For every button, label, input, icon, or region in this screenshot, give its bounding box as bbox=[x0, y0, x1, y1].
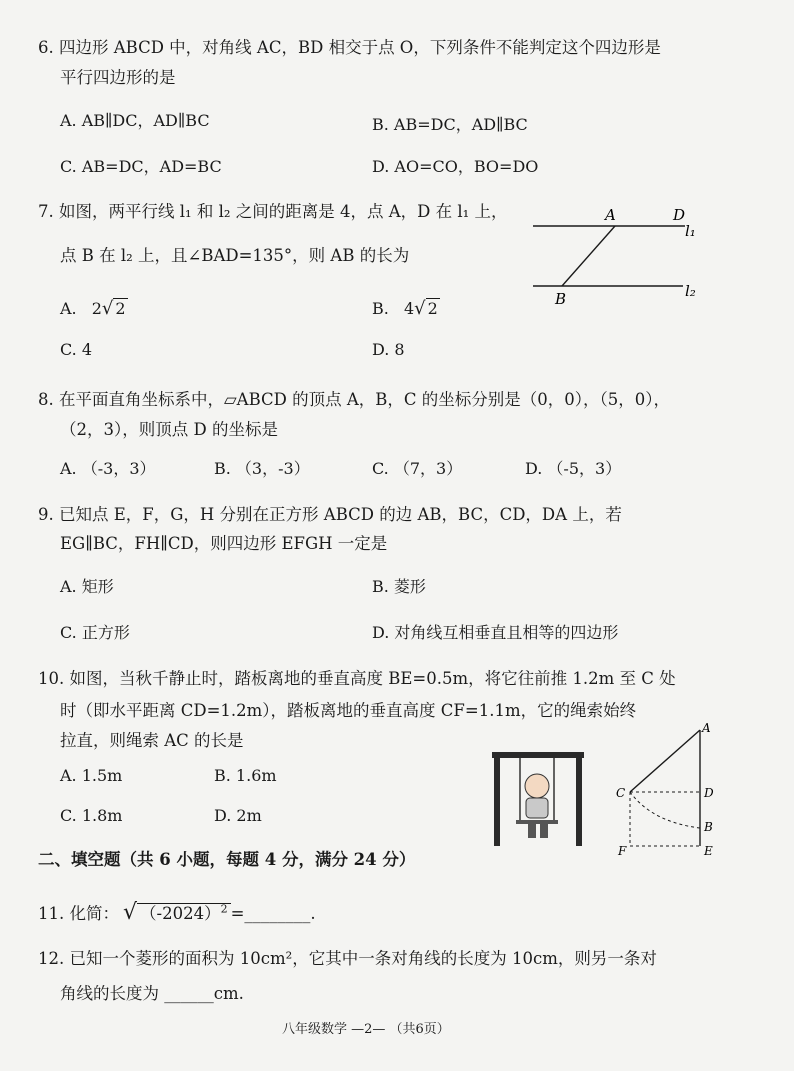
q8-option-c: C. （7，3） bbox=[372, 459, 463, 478]
q6-stem-line1: 6. 四边形 ABCD 中，对角线 AC，BD 相交于点 O，下列条件不能判定这个四边形是 bbox=[38, 38, 661, 57]
q7-option-a-coef: 2 bbox=[91, 299, 102, 318]
q7-parallel-lines-figure bbox=[525, 200, 715, 310]
q10-stem-line3: 拉直，则绳索 AC 的长是 bbox=[60, 731, 244, 750]
q7-stem-line1: 7. 如图，两平行线 l₁ 和 l₂ 之间的距离是 4，点 A，D 在 l₁ 上， bbox=[38, 202, 508, 221]
q7-option-c: C. 4 bbox=[60, 340, 93, 359]
q10-stem-line2: 时（即水平距离 CD=1.2m），踏板离地的垂直高度 CF=1.1m，它的绳索始终 bbox=[60, 701, 637, 720]
sqrt-icon: √ bbox=[123, 900, 138, 925]
q9-option-c: C. 正方形 bbox=[60, 623, 130, 642]
q7-option-a-label: A. bbox=[60, 299, 77, 318]
child-leg-left-icon bbox=[528, 824, 536, 838]
q8-stem-line2: （2，3），则顶点 D 的坐标是 bbox=[60, 420, 278, 439]
q11-suffix: =________. bbox=[230, 904, 316, 923]
q11-prefix: 11. 化简： bbox=[38, 904, 119, 923]
q9-stem-line1: 9. 已知点 E，F，G，H 分别在正方形 ABCD 的边 AB，BC，CD，DA 上，若 bbox=[38, 505, 622, 524]
child-body-icon bbox=[526, 798, 548, 818]
point-b-label: B bbox=[704, 820, 713, 834]
child-head-icon bbox=[525, 774, 549, 798]
point-e-label: E bbox=[704, 844, 713, 858]
q10-option-c: C. 1.8m bbox=[60, 806, 123, 825]
point-f-label: F bbox=[618, 844, 627, 858]
q10-option-a: A. 1.5m bbox=[60, 766, 123, 785]
q9-option-b: B. 菱形 bbox=[372, 577, 426, 596]
q6-option-b: B. AB=DC，AD∥BC bbox=[372, 115, 528, 134]
point-d-label: D bbox=[704, 786, 714, 800]
point-b-label: B bbox=[555, 290, 567, 308]
q6-option-c: C. AB=DC，AD=BC bbox=[60, 157, 222, 176]
q9-option-a: A. 矩形 bbox=[60, 577, 114, 596]
q7-option-b-radicand: 2 bbox=[427, 299, 438, 318]
q7-option-b-coef: 4 bbox=[403, 299, 415, 318]
section-2-heading: 二、填空题（共 6 小题，每题 4 分，满分 24 分） bbox=[38, 850, 416, 869]
q9-option-d: D. 对角线互相垂直且相等的四边形 bbox=[372, 623, 619, 642]
line-l2-label: l₂ bbox=[685, 282, 696, 300]
q7-option-b bbox=[372, 298, 440, 319]
page-footer: 八年级数学 —2— （共6页） bbox=[282, 1022, 450, 1037]
q7-option-d: D. 8 bbox=[372, 340, 405, 359]
sqrt-icon: √ bbox=[101, 298, 114, 319]
point-d-label: D bbox=[673, 206, 686, 224]
q8-stem-line1: 8. 在平面直角坐标系中，▱ABCD 的顶点 A，B，C 的坐标分别是（0，0），（5，0）， bbox=[38, 390, 671, 409]
rope-ac bbox=[630, 730, 700, 792]
q6-stem-line2: 平行四边形的是 bbox=[60, 68, 176, 87]
q10-stem-line1: 10. 如图，当秋千静止时，踏板离地的垂直高度 BE=0.5m，将它往前推 1.2m 至 C 处 bbox=[38, 669, 676, 688]
q9-stem-line2: EG∥BC，FH∥CD，则四边形 EFGH 一定是 bbox=[60, 534, 388, 553]
swing-left-post bbox=[494, 756, 500, 846]
point-c-label: C bbox=[616, 786, 626, 800]
line-l1-label: l₁ bbox=[685, 222, 696, 240]
swing-arc bbox=[630, 792, 700, 828]
q11-exponent: 2 bbox=[220, 902, 228, 916]
q7-stem-line2: 点 B 在 l₂ 上，且∠BAD=135°，则 AB 的长为 bbox=[60, 246, 410, 265]
child-leg-right-icon bbox=[540, 824, 548, 838]
q11-radicand-base: （-2024） bbox=[140, 904, 221, 923]
q7-option-b-label: B. bbox=[372, 299, 389, 318]
q10-swing-geometry-figure bbox=[612, 718, 732, 863]
q8-option-a: A. （-3，3） bbox=[60, 459, 156, 478]
swing-right-post bbox=[576, 756, 582, 846]
swing-seat bbox=[516, 820, 558, 824]
q6-option-d: D. AO=CO，BO=DO bbox=[372, 157, 539, 176]
segment-ab bbox=[562, 226, 615, 286]
q10-option-b: B. 1.6m bbox=[214, 766, 277, 785]
q11-stem bbox=[38, 900, 316, 925]
swing-top-beam bbox=[492, 752, 584, 758]
q12-stem-line2: 角线的长度为 ______cm. bbox=[60, 984, 244, 1003]
q7-option-a-radicand: 2 bbox=[115, 299, 126, 318]
q7-option-a bbox=[60, 298, 128, 319]
q10-option-d: D. 2m bbox=[214, 806, 262, 825]
q11-radicand bbox=[137, 903, 231, 923]
q8-option-b: B. （3，-3） bbox=[214, 459, 310, 478]
q12-stem-line1: 12. 已知一个菱形的面积为 10cm²，它其中一条对角线的长度为 10cm，则另一条对 bbox=[38, 949, 657, 968]
point-a-label: A bbox=[605, 206, 616, 224]
swing-illustration bbox=[488, 748, 588, 848]
q8-option-d: D. （-5，3） bbox=[525, 459, 622, 478]
sqrt-icon: √ bbox=[414, 298, 426, 319]
point-a-label: A bbox=[702, 721, 711, 735]
q6-option-a: A. AB∥DC，AD∥BC bbox=[60, 111, 210, 130]
